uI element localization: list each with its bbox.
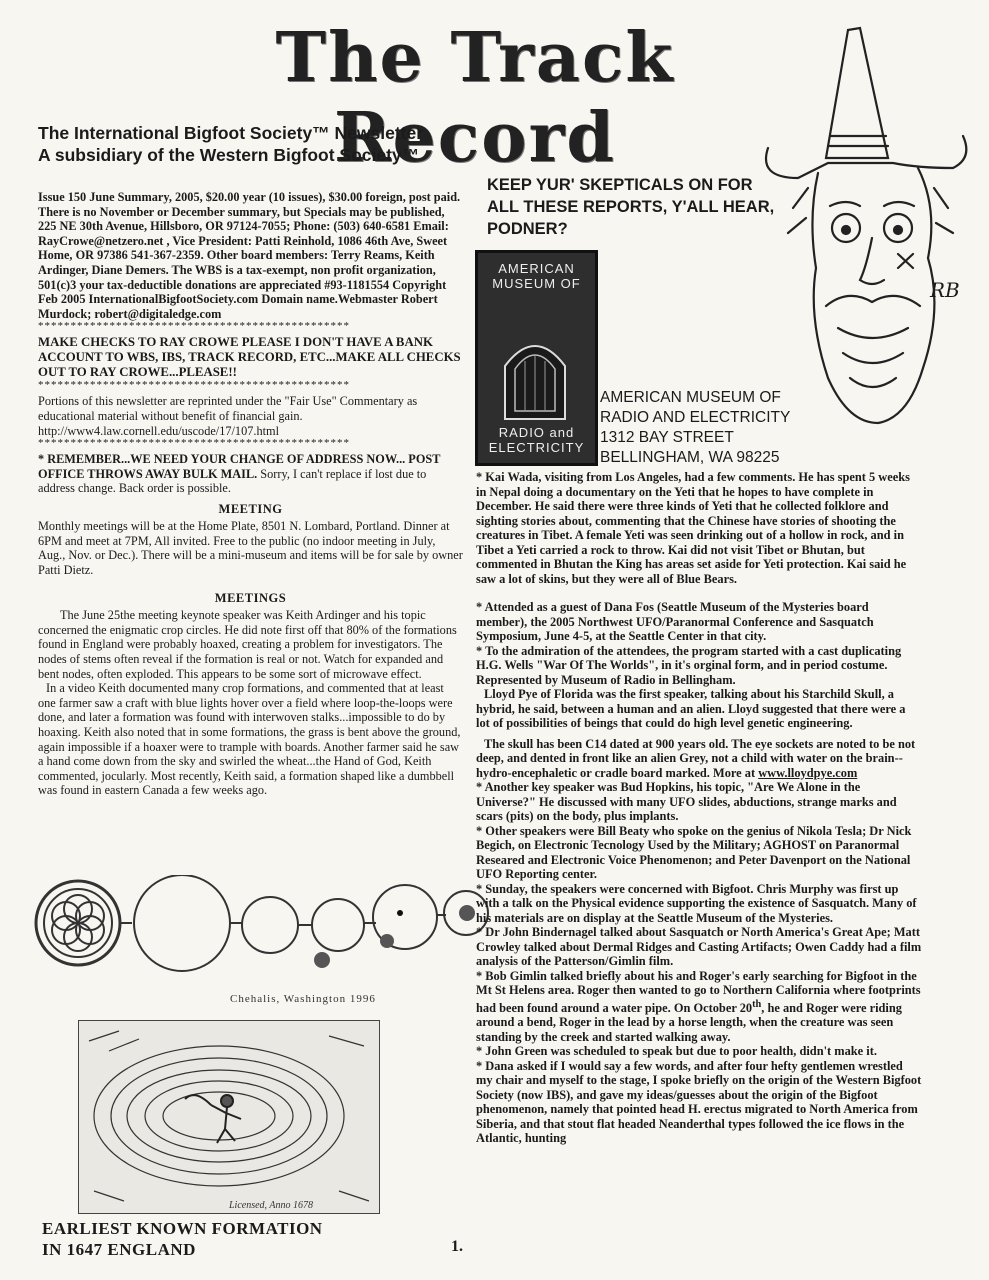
meetings-paragraph-2: In a video Keith documented many crop formations, and commented that at least one farmer saw a craft with blue lights hover over a field where loop-the-loops were done, and later a formation was found with interwoven stalks...impossible to do by hoaxing. Keith also noted that in some formations, the grass is bent above the ground, again impossible if a hoaxer were to trample with boards. Another farmer said he saw a hand come down from the sky and swirled the wheat...the Hand of God, Keith commented, jocularly. Most recently, Keith said, a formation shaped like a dumbbell was found in eastern Canada a few weeks ago. (38, 681, 461, 798)
right-column (476, 470, 922, 1146)
star-divider: ************************************************ (38, 438, 350, 449)
lloydpye-link[interactable]: www.lloydpye.com (758, 765, 858, 780)
crop-circle-dumbbell-image (20, 875, 490, 985)
star-divider: ************************************************ (38, 321, 350, 332)
fair-use-notice: Portions of this newsletter are reprinted under the "Fair Use" Commentary as educational material without benefit of financial gain. http://www4.law.cornell.edu/uscode/17/107.html (38, 394, 418, 438)
earliest-formation-caption (42, 1218, 402, 1260)
bindernagel-paragraph: * Dr John Bindernagel talked about Sasquatch or North America's Great Ape; Matt Crowley talked about Dermal Ridges and Casting Artifacts; Owen Caddy had a film analysis of the Patterson/Gimlin film. (476, 925, 922, 968)
hopkins-paragraph: * Another key speaker was Bud Hopkins, his topic, "Are We Alone in the Universe?" He discussed with many UFO slides, abductions, strange marks and scars (pits) on the body, plus implants. (476, 780, 897, 823)
logo-bottom-text: RADIO and ELECTRICITY (488, 425, 585, 455)
checks-notice: MAKE CHECKS TO RAY CROWE PLEASE I DON'T HAVE A BANK ACCOUNT TO WBS, IBS, TRACK RECORD, ETC...MAKE ALL CHECKS OUT TO RAY CROWE...PLEASE!! (38, 335, 461, 380)
logo-top-text: AMERICAN MUSEUM OF (492, 261, 581, 291)
museum-line: RADIO AND ELECTRICITY (600, 409, 791, 426)
gimlin-text-b: , he and Roger were riding around a bend, Roger in the lead by a horse length, when the creature was seen standing by the creek and started walking away. (476, 1000, 902, 1044)
formation-signature: Licensed, Anno 1678 (229, 1200, 313, 1211)
lloyd-pye-paragraph: Lloyd Pye of Florida was the first speaker, talking about his Starchild Skull, a hybrid, he said, between a human and an alien. Lloyd suggested that there were a lot of possibilities of beings that could do high level genetic engineering. (476, 687, 906, 730)
masthead-title: The Track Record (275, 18, 675, 178)
address-notice (38, 452, 463, 496)
chehalis-caption: Chehalis, Washington 1996 (230, 993, 376, 1005)
gimlin-paragraph (476, 969, 922, 1045)
ring-circle (134, 875, 230, 971)
ring-circle (312, 899, 364, 951)
subtitle-line-1: The International Bigfoot Society™ Newsletter (38, 123, 424, 143)
earliest-line-1: EARLIEST KNOWN FORMATION (42, 1219, 323, 1238)
sunday-paragraph: * Sunday, the speakers were concerned with Bigfoot. Chris Murphy was first up with a talk on the Physical evidence supporting the existence of Sasquatch. Many of his materials are on display at the Seattle Museum of the Mysteries. (476, 881, 917, 925)
museum-line: BELLINGHAM, WA 98225 (600, 449, 780, 466)
newsletter-subtitle (38, 122, 508, 166)
war-of-worlds-paragraph: * To the admiration of the attendees, the program started with a cast duplicating H.G. Wells "War Of The Worlds", in it's orginal form, and in period costume. Represented by Museum of Radio in Bellingham. (476, 643, 902, 687)
dana-stage-paragraph: * Dana asked if I would say a few words, and after four hefty gentlemen wrestled my chair and myself to the stage, I spoke briefly on the origin of the Western Bigfoot Society (now IBS), and gave my ideas/guesses about the origin of the Bigfoot phenomenon, namely that pointed head H. erectus migrated to North America from Siberia, and that stout flat headed Neanderthal types followed the ice flows in the Atlantic, hunting (476, 1058, 922, 1146)
skull-paragraph (476, 737, 922, 781)
ring-circle (242, 897, 298, 953)
john-green-paragraph: * John Green was scheduled to speak but due to poor health, didn't make it. (476, 1044, 877, 1059)
earliest-formation-woodcut (78, 1020, 380, 1214)
museum-line: AMERICAN MUSEUM OF (600, 389, 781, 406)
museum-line: 1312 BAY STREET (600, 429, 734, 446)
mowing-devil-illustration (79, 1021, 379, 1213)
meeting-heading: MEETING (218, 501, 283, 516)
left-column (38, 190, 463, 798)
skull-text: The skull has been C14 dated at 900 years old. The eye sockets are noted to be not deep, and dented in front like an alien Grey, not a child with water on the brain-- hydro-encephaletic or cradle board marked. More at (476, 736, 916, 780)
page-number: 1. (451, 1238, 463, 1255)
radio-icon (500, 331, 570, 421)
kai-wada-paragraph: * Kai Wada, visiting from Los Angeles, had a few comments. He has spent 5 weeks in Nepal doing a documentary on the Yeti that he hopes to have complete in December. He said there were three kinds of Yeti that he collected folklore and sighting stories about, commenting that the Chinese have stories of shooting the creatures in Tibet. A female Yeti was seen drinking out of a hollow in rock, and in Tibet a Yeti carried a rock to throw. Kai did not visit Tibet or Bhutan, but commented in Bhutan the King has areas set aside for Yeti protection. Kai said he saw a lot of skins, but they were all of Blue Bears. (476, 470, 910, 586)
star-divider: ************************************************ (38, 380, 350, 391)
meeting-text: Monthly meetings will be at the Home Plate, 8501 N. Lombard, Portland. Dinner at 6PM and meet at 7PM, All invited. Free to the public (no indoor meeting in July, Aug., Nov. or Dec.). There will be a mini-museum and items will be for sale by owner Patti Dietz. (38, 518, 463, 577)
museum-logo (475, 250, 598, 466)
conference-paragraph: * Attended as a guest of Dana Fos (Seattle Museum of the Mysteries board member), the 2005 Northwest UFO/Paranormal Conference and Sasquatch Symposium, June 4-5, at the Seattle Center in that city. (476, 600, 874, 643)
other-speakers-paragraph: * Other speakers were Bill Beaty who spoke on the genius of Nikola Tesla; Dr Nick Begich, on Electronic Tecnology Used by the Military; AGHOST on Paranormal Researed and Electronic Voice Phenomenon; and Peter Davenport on the National UFO Reporting center. (476, 823, 912, 881)
cowboy-cartoon (748, 18, 976, 438)
earliest-line-2: IN 1647 ENGLAND (42, 1240, 196, 1259)
meetings-paragraph-1: The June 25the meeting keynote speaker was Keith Ardinger and his topic concerned the enigmatic crop circles. He did note first off that 80% of the formations found in England were probably hoaxed, creating a problem for investigators. The nodes of stems often reveal if the formation is real or not. Watch for expanded and bent nodes, often exploded. This appears to be some sort of microwave effect. (38, 608, 457, 681)
skepticals-headline: KEEP YUR' SKEPTICALS ON FOR ALL THESE REPORTS, Y'ALL HEAR, PODNER? (487, 176, 775, 238)
address-notice-rest: Sorry, I can't replace if lost due to address change. Back order is possible. (38, 466, 427, 496)
issue-info: Issue 150 June Summary, 2005, $20.00 year (10 issues), $30.00 foreign, post paid. There is no November or December summary, but Specials may be published, 225 NE 30th Avenue, Hillsboro, OR 97124-7055; Phone: (503) 640-6581 Email: RayCrowe@netzero.net , Vice President: Patti Reinhold, 1086 46th Ave, Sweet Home, OR 97386 541-367-2359. Other board members: Terry Reams, Keith Ardinger, Diane Demers. The WBS is a tax-exempt, non profit organization, 501(c)3 your tax-deductible donations are appreciated #93-1181554 Copyright Feb 2005 InternationalBigfootSociety.com Domain name.Webmaster Robert Murdock; robert@digitaledge.com (38, 190, 461, 321)
meetings-heading: MEETINGS (214, 591, 287, 606)
gimlin-superscript: th (752, 998, 762, 1010)
address-notice-bold: * REMEMBER...WE NEED YOUR CHANGE OF ADDRESS NOW... POST OFFICE THROWS AWAY BULK MAIL. (38, 452, 441, 481)
cartoon-initials: RB (930, 278, 960, 302)
subtitle-line-2: A subsidiary of the Western Bigfoot Society™ (38, 145, 420, 165)
gimlin-text-a: * Bob Gimlin talked briefly about his and Roger's early searching for Bigfoot in the Mt St Helens area. Roger then wanted to go to Northern California where footprints had been found around a water pipe. On October 20 (476, 968, 921, 1015)
